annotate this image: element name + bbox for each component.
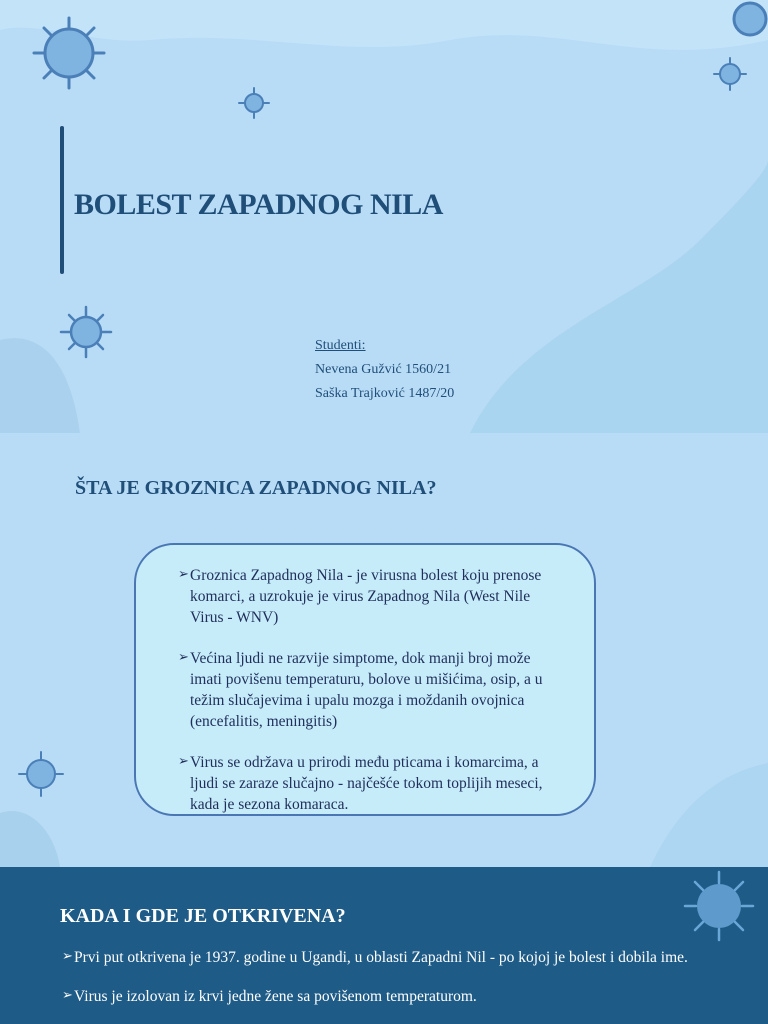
bullet-item: ➢ Virus se održava u prirodi među pticama i komarcima, a ljudi se zaraze slučajno - najčešće tokom toplijih meseci, kada je sezona komaraca.: [178, 752, 564, 815]
virus-icon: [712, 56, 748, 92]
presentation-title: BOLEST ZAPADNOG NILA: [74, 188, 443, 221]
students-label: Studenti:: [315, 338, 366, 353]
discovery-slide: [0, 867, 768, 1024]
virus-icon: [725, 0, 768, 44]
student-name: Nevena Gužvić 1560/21: [315, 362, 452, 377]
bullet-item: ➢ Virus je izolovan iz krvi jedne žene sa povišenom temperaturom.: [62, 986, 702, 1007]
bullet-item: ➢ Prvi put otkrivena je 1937. godine u Ugandi, u oblasti Zapadni Nil - po kojoj je bolest i dobila ime.: [62, 947, 702, 968]
virus-icon: [237, 86, 271, 120]
students-block: [315, 338, 454, 410]
student-name: Saška Trajković 1487/20: [315, 386, 455, 401]
virus-icon: [26, 10, 112, 96]
bullet-list: [62, 947, 702, 1024]
bullet-item: ➢ Većina ljudi ne razvije simptome, dok manji broj može imati povišenu temperaturu, bolove u mišićima, osip, a u težim slučajevima i upalu mozga i moždanih ovojnica (encefalitis, meningitis): [178, 648, 564, 732]
virus-icon: [58, 304, 114, 360]
section-title: ŠTA JE GROZNICA ZAPADNOG NILA?: [75, 477, 437, 499]
intro-slide: [0, 433, 768, 867]
title-accent-bar: [60, 126, 64, 274]
title-slide: [0, 0, 768, 433]
bullet-item: ➢ Groznica Zapadnog Nila - je virusna bolest koju prenose komarci, a uzrokuje je virus Zapadnog Nila (West Nile Virus - WNV): [178, 565, 564, 628]
virus-icon: [16, 749, 66, 799]
virus-icon: [682, 869, 756, 943]
section-title: KADA I GDE JE OTKRIVENA?: [60, 905, 346, 927]
content-box: [134, 543, 596, 816]
